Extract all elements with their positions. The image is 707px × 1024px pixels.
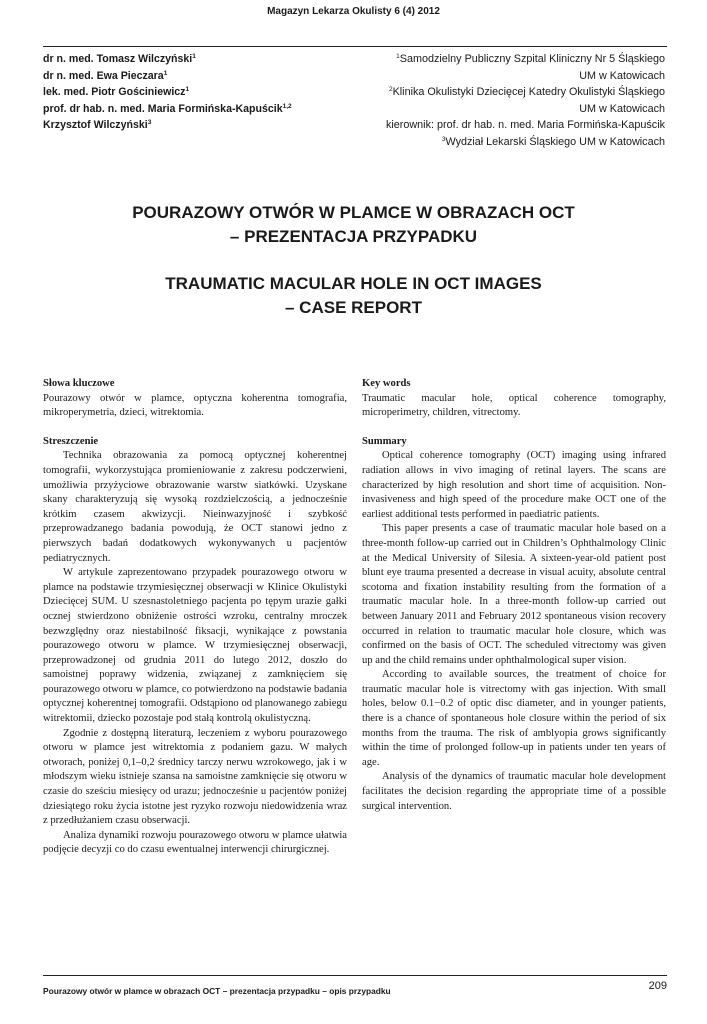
author: dr n. med. Ewa Pieczara$^1$ xyxy=(43,69,168,82)
keywords-heading: Key words xyxy=(362,378,411,389)
affiliation: UM w Katowicach xyxy=(579,69,665,82)
summary-paragraph: Technika obrazowania za pomocą optycznej koherentnej tomografii, wykorzystująca promieniowanie z zakresu podczerwieni, umożliwia przyżyciowe obrazowanie warstw siatkówki. Uzyskane skany charakteryzują się wysoką rozdzielczością, a jednocześnie krótkim czasem akwizycji. Nieinwazyjność i szybkość przeprowadzanego badania powodują, że OCT stanowi jedno z pierwszych badań dodatkowych wykonywanych u pacjentów pediatrycznych. xyxy=(43,450,347,564)
summary-paragraph: Analiza dynamiki rozwoju pourazowego otworu w plamce ułatwia podjęcie decyzji co do czasu ewentualnej interwencji chirurgicznej. xyxy=(43,829,347,856)
summary-paragraph: Zgodnie z dostępną literaturą, leczeniem z wyboru pourazowego otworu w plamce jest witrektomia z podaniem gazu. W małych otworach, poniżej 0,1–0,2 średnicy tarczy nerwu wzrokowego, jak i w młodszym wieku istnieje szansa na samoistne zamknięcie się otworu w czasie do sześciu miesięcy od urazu; jednocześnie u pacjentów poniżej dziesiątego roku życia istotne jest ryzyko rozwoju niedowidzenia wraz z przedłużaniem czasu obserwacji. xyxy=(43,727,347,827)
affiliation: UM w Katowicach xyxy=(579,102,665,115)
affiliation: $^1$Samodzielny Publiczny Szpital Kliniczny Nr 5 Śląskiego xyxy=(396,53,665,65)
english-column xyxy=(362,377,666,814)
author-list xyxy=(43,51,343,134)
polish-column xyxy=(43,377,347,858)
summary-paragraph: Optical coherence tomography (OCT) imaging using infrared radiation allows in vivo imaging of retinal layers. The scans are characterized by high resolution and short time of acquisition. Non-invasiveness and high speed of the procedure make OCT one of the earliest additional tests performed in paediatric patients. xyxy=(362,450,666,520)
affiliation: $^2$Klinika Okulistyki Dziecięcej Katedry Okulistyki Śląskiego xyxy=(388,86,665,98)
running-footer: Pourazowy otwór w plamce w obrazach OCT – prezentacja przypadku – opis przypadku xyxy=(43,986,391,996)
keywords-heading: Słowa kluczowe xyxy=(43,378,115,389)
summary-paragraph: Analysis of the dynamics of traumatic macular hole development facilitates the decision regarding the appropriate time of a possible surgical intervention. xyxy=(362,771,666,812)
title-polish xyxy=(0,201,707,249)
affiliation: kierownik: prof. dr hab. n. med. Maria Formińska-Kapuścik xyxy=(385,119,665,131)
title-english-line: – CASE REPORT xyxy=(285,298,422,317)
journal-header: Magazyn Lekarza Okulisty 6 (4) 2012 xyxy=(267,6,440,17)
title-polish-line: POURAZOWY OTWÓR W PLAMCE W OBRAZACH OCT xyxy=(132,203,575,222)
footer-rule xyxy=(43,975,667,976)
header-rule xyxy=(43,46,667,47)
summary-heading: Summary xyxy=(362,435,407,447)
affiliation: $^3$Wydział Lekarski Śląskiego UM w Katowicach xyxy=(441,135,665,148)
title-english-line: TRAUMATIC MACULAR HOLE IN OCT IMAGES xyxy=(165,274,542,293)
summary-paragraph: W artykule zaprezentowano przypadek pourazowego otworu w plamce na podstawie trzymiesięcznej obserwacji w Klinice Okulistyki Dziecięcej SUM. U szesnastoletniego pacjenta po tępym urazie gałki ocznej stwierdzono obniżenie ostrości wzroku, centralny mroczek bezwzględny oraz niestabilność fiksacji, wynikające z powstania pourazowego otworu w plamce. W trzymiesięcznej obserwacji, przeprowadzonej od grudnia 2011 do lutego 2012, doszło do samoistnej poprawy widzenia, związanej z zamknięciem się pourazowego otworu w plamce, co potwierdzono na podstawie badania optycznej koherentnej tomografii. Odstąpiono od planowanego zabiegu witrektomii, dziecko pozostaje pod stałą kontrolą okulistyczną. xyxy=(43,567,347,725)
title-english xyxy=(0,272,707,320)
keywords-text: Traumatic macular hole, optical coherence tomography, microperimetry, children, vitrectomy. xyxy=(362,392,666,419)
author: lek. med. Piotr Gościniewicz$^1$ xyxy=(43,86,190,98)
page-number: 209 xyxy=(648,980,667,992)
author: prof. dr hab. n. med. Maria Formińska-Kapuścik$^{1,2}$ xyxy=(43,102,292,115)
page-footer xyxy=(43,981,667,999)
affiliation-list xyxy=(335,51,665,150)
summary-paragraph: This paper presents a case of traumatic macular hole based on a three-month follow-up carried out in Children’s Ophthalmology Clinic at the Medical University of Silesia. A sixteen-year-old patient post blunt eye trauma presented a decrease in visual acuity, absolute central scotoma and fixation instability resulting from the formation of a traumatic macular hole. In a three-month follow-up carried out between January 2011 and February 2012 spontaneous vision recovery occurred in relation to traumatic macular hole closure, which was confirmed on the basis of OCT. The scheduled vitrectomy was given up and the child remains under ophthalmological super vision. xyxy=(362,523,666,666)
summary-paragraph: According to available sources, the treatment of choice for traumatic macular hole is vitrectomy with gas injection. With small holes, below 0.1−0.2 of optic disc diameter, and in younger patients, there is a chance of spontaneous hole closure within the period of six months from the trauma. The risk of amblyopia grows significantly within the time of prolonged follow-up in patients under ten years of age. xyxy=(362,669,666,768)
author: dr n. med. Tomasz Wilczyński$^1$ xyxy=(43,53,196,65)
author: Krzysztof Wilczyński$^3$ xyxy=(43,119,152,131)
summary-heading: Streszczenie xyxy=(43,435,99,447)
title-polish-line: – PREZENTACJA PRZYPADKU xyxy=(229,227,478,246)
keywords-text: Pourazowy otwór w plamce, optyczna koherentna tomografia, mikroperymetria, dzieci, witrektomia. xyxy=(43,392,347,419)
